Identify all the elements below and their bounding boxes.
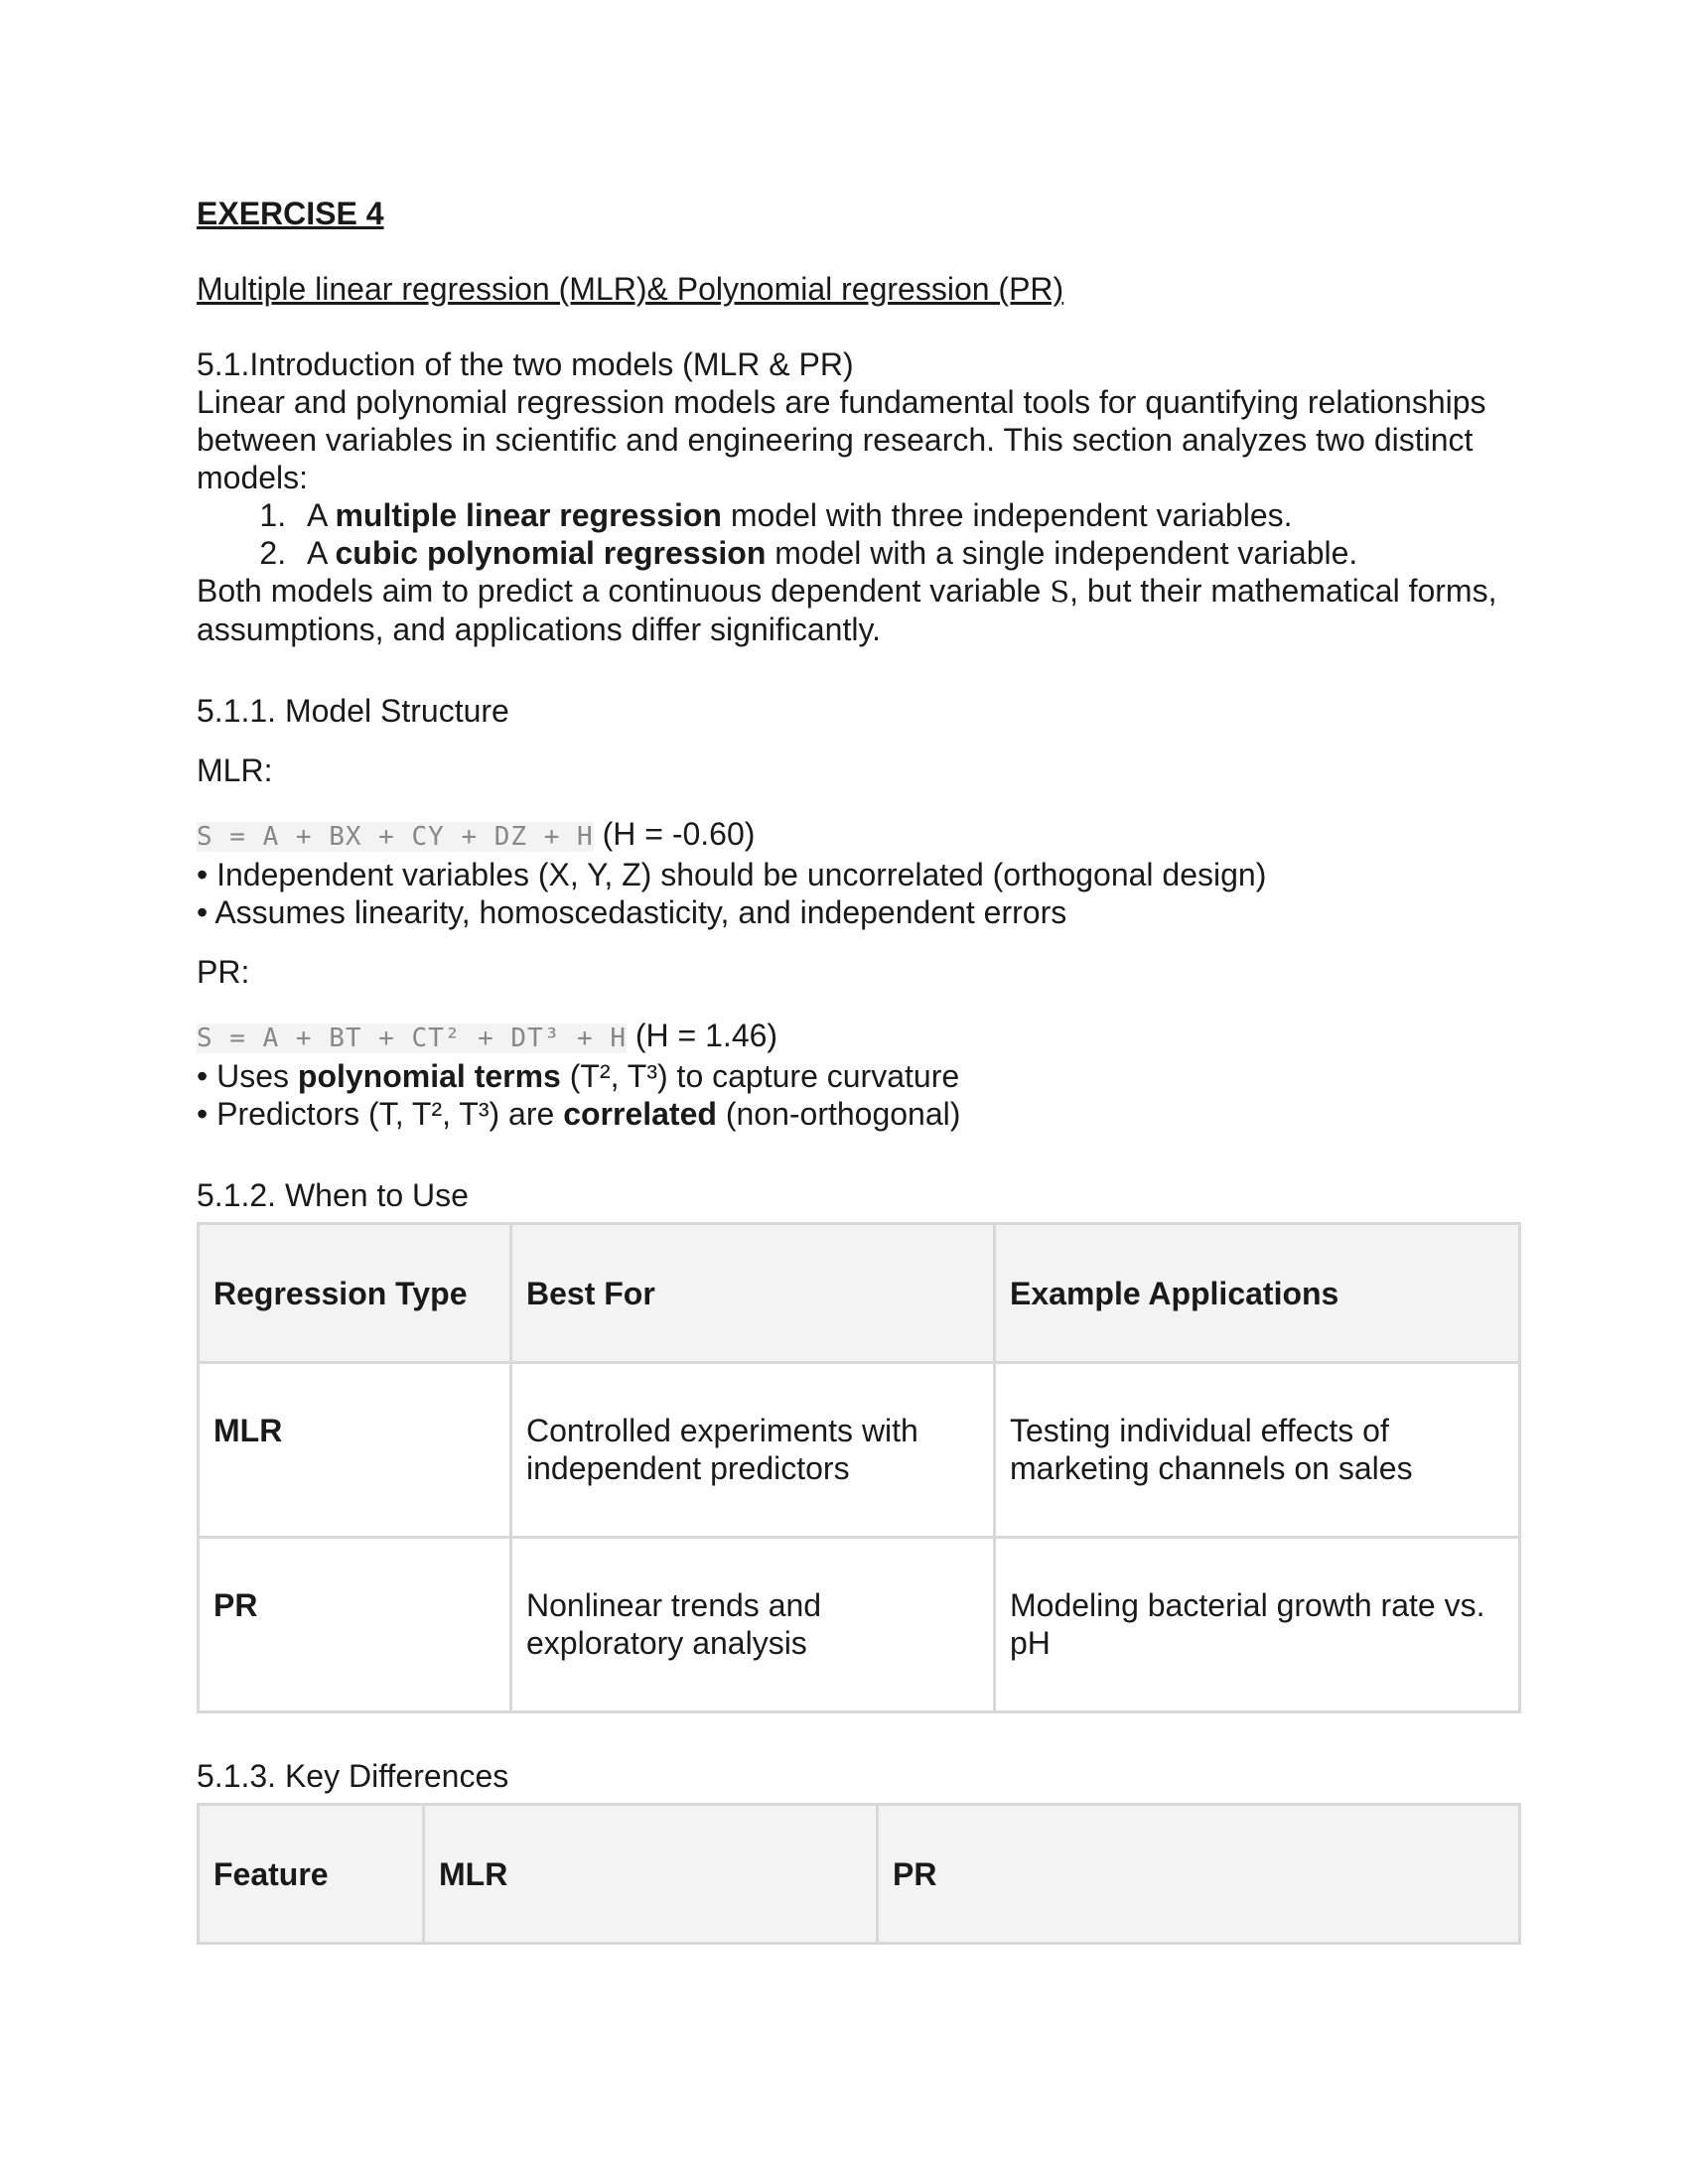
intro-paragraph: Linear and polynomial regression models are fundamental tools for quantifying relationships between variables in scientific and engineering research. This section analyzes two distinct models: — [197, 384, 1486, 495]
table-cell: Modeling bacterial growth rate vs. pH — [995, 1538, 1520, 1712]
mlr-bullet: • Assumes linearity, homoscedasticity, and independent errors — [197, 894, 1067, 930]
table-cell: Nonlinear trends and exploratory analysis — [511, 1538, 995, 1712]
table-cell: Controlled experiments with independent predictors — [511, 1363, 995, 1538]
intro-heading: 5.1.Introduction of the two models (MLR & PR) — [197, 346, 854, 382]
mlr-bullet: • Independent variables (X, Y, Z) should be uncorrelated (orthogonal design) — [197, 857, 1267, 892]
pr-bullet: • Uses polynomial terms (T², T³) to capture curvature — [197, 1058, 960, 1094]
document-subtitle: Multiple linear regression (MLR)& Polynomial regression (PR) — [197, 271, 1064, 307]
document-body — [197, 195, 1517, 1945]
header-cell: MLR — [424, 1805, 878, 1944]
header-cell: Regression Type — [199, 1224, 511, 1363]
when-to-use-table — [197, 1222, 1521, 1713]
key-differences-table — [197, 1803, 1521, 1945]
header-cell: Feature — [199, 1805, 424, 1944]
table-cell: MLR — [199, 1363, 511, 1538]
header-cell: Example Applications — [995, 1224, 1520, 1363]
mlr-formula: S = A + BX + CY + DZ + H (H = -0.60) — [197, 816, 756, 852]
table-row — [199, 1363, 1520, 1538]
table-header-row — [199, 1805, 1520, 1944]
table-cell: Testing individual effects of marketing channels on sales — [995, 1363, 1520, 1538]
mlr-label: MLR: — [197, 752, 273, 788]
model-list — [197, 496, 1517, 572]
when-heading: 5.1.2. When to Use — [197, 1177, 469, 1213]
pr-label: PR: — [197, 954, 250, 990]
structure-heading: 5.1.1. Model Structure — [197, 693, 509, 729]
table-cell: PR — [199, 1538, 511, 1712]
list-item: 2. A cubic polynomial regression model with a single independent variable. — [295, 534, 1517, 572]
table-row — [199, 1538, 1520, 1712]
header-cell: Best For — [511, 1224, 995, 1363]
intro-closing: Both models aim to predict a continuous dependent variable S, but their mathematical forms, assumptions, and applications differ significantly. — [197, 573, 1497, 647]
pr-bullet: • Predictors (T, T², T³) are correlated (non-orthogonal) — [197, 1096, 961, 1132]
header-cell: PR — [878, 1805, 1520, 1944]
table-header-row — [199, 1224, 1520, 1363]
pr-formula: S = A + BT + CT² + DT³ + H (H = 1.46) — [197, 1018, 778, 1053]
differences-heading: 5.1.3. Key Differences — [197, 1758, 509, 1794]
exercise-title: EXERCISE 4 — [197, 196, 384, 231]
list-item: 1. A multiple linear regression model with three independent variables. — [295, 496, 1517, 534]
